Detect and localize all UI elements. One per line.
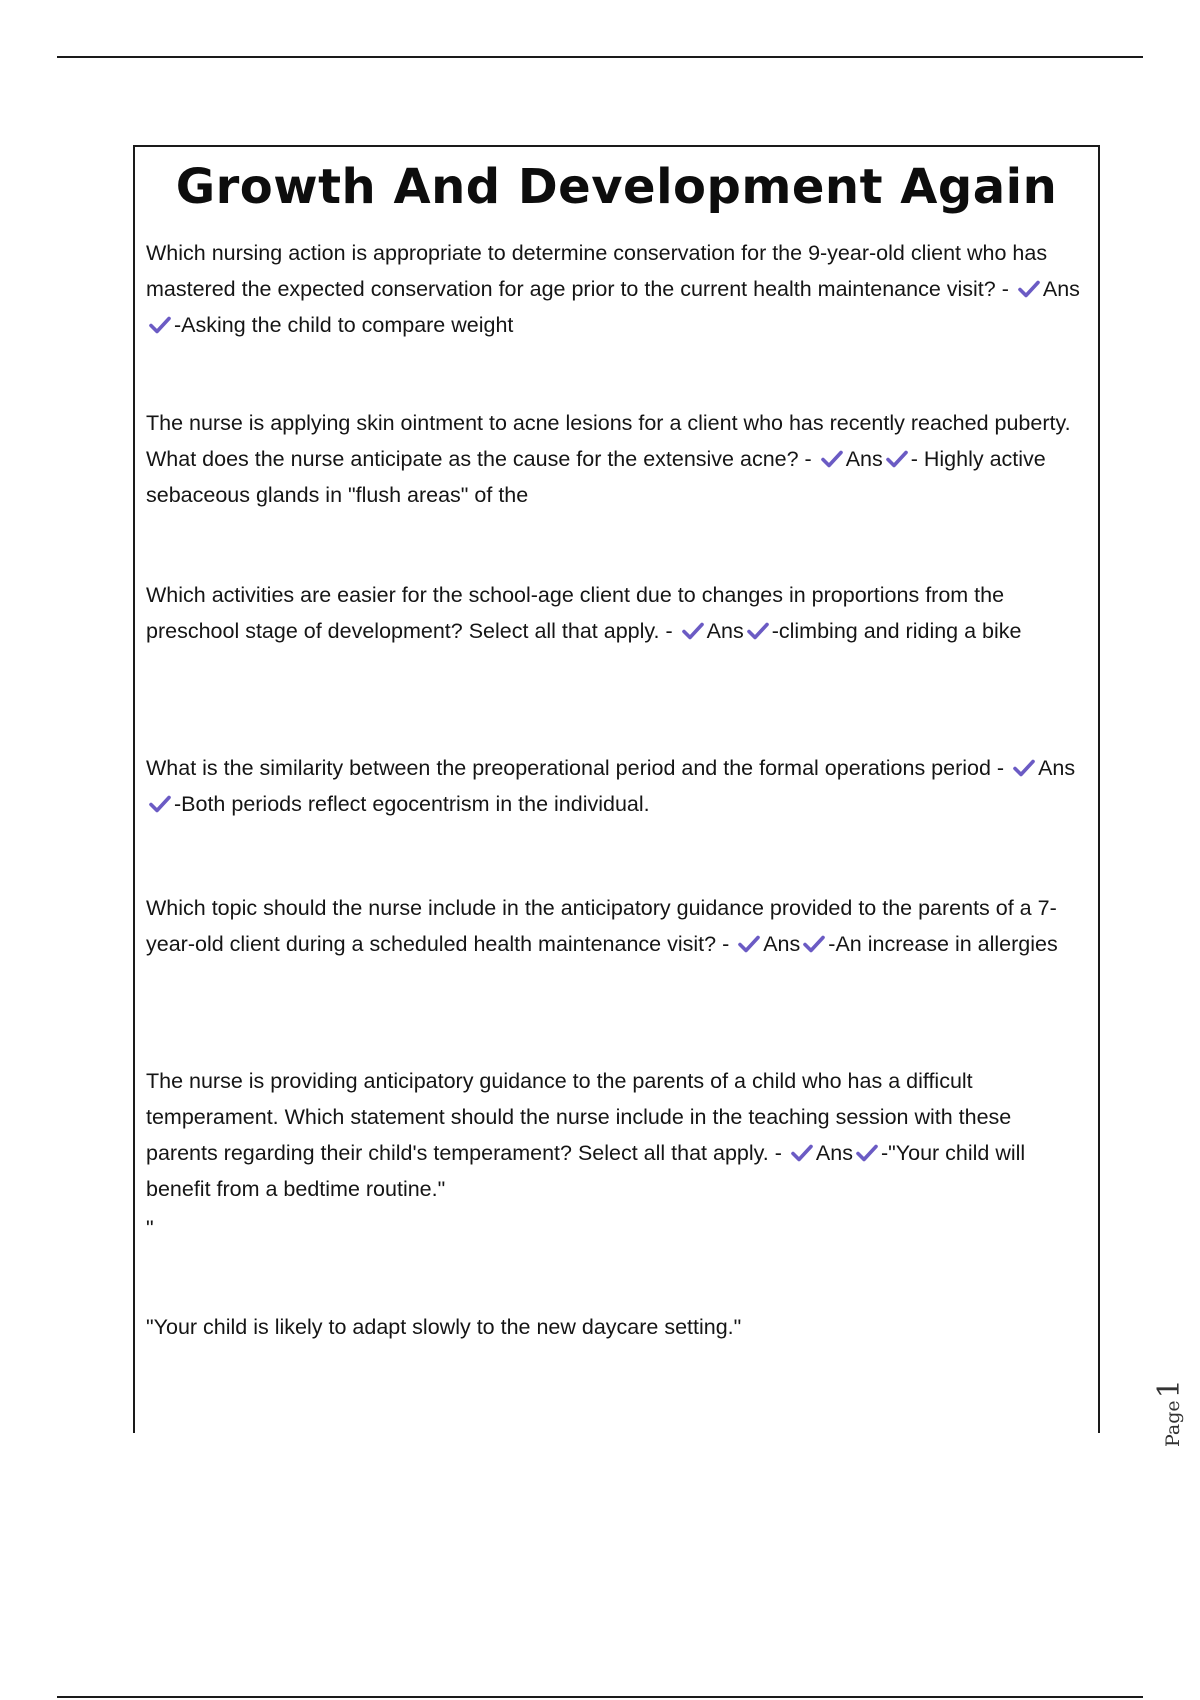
question-text: Which nursing action is appropriate to determine conservation for the 9-year-old client who has mastered the expected conservation for age prior to the current health maintenance visit? -: [146, 241, 1048, 301]
answer-text: -climbing and riding a bike: [771, 619, 1022, 643]
page-number-label: [1152, 1379, 1187, 1447]
document-title: Growth And Development Again: [175, 159, 1058, 215]
stray-quote-mark: ": [146, 1216, 154, 1240]
footer-rule: [57, 1696, 1143, 1698]
ans-label: Ans: [815, 1141, 853, 1165]
check-icon: [855, 1143, 879, 1163]
check-icon: [885, 449, 909, 469]
ans-label: Ans: [763, 932, 801, 956]
qa-item-4: [146, 750, 1086, 822]
header-rule: [57, 56, 1143, 58]
check-icon: [802, 934, 826, 954]
qa-item-2: [146, 405, 1086, 513]
qa-item-1: [146, 235, 1086, 343]
qa-item-5: [146, 890, 1086, 962]
question-text: What is the similarity between the preoperational period and the formal operations period -: [146, 756, 1005, 780]
qa-item-6: [146, 1063, 1086, 1207]
check-icon: [746, 621, 770, 641]
question-text: Which activities are easier for the school-age client due to changes in proportions from the preschool stage of development? Select all that apply. -: [146, 583, 1005, 643]
check-icon: [681, 621, 705, 641]
qa-item-3: [146, 577, 1086, 649]
check-icon: [737, 934, 761, 954]
check-icon: [820, 449, 844, 469]
question-text: The nurse is providing anticipatory guidance to the parents of a child who has a difficult temperament. Which statement should the nurse include in the teaching session with these parents regarding their child's temperament? Select all that apply. -: [146, 1069, 1012, 1165]
check-icon: [1012, 758, 1036, 778]
page-word: Page: [1162, 1400, 1184, 1447]
ans-label: Ans: [706, 619, 744, 643]
check-icon: [1017, 279, 1041, 299]
answer-text: - Highly active sebaceous glands in "flush areas" of the: [146, 447, 1046, 507]
ans-label: Ans: [1042, 277, 1080, 301]
page-number: 1: [1152, 1379, 1187, 1399]
document-frame: [133, 145, 1100, 1433]
trailing-answer-text: "Your child is likely to adapt slowly to the new daycare setting.": [146, 1315, 742, 1339]
check-icon: [148, 794, 172, 814]
ans-label: Ans: [1038, 756, 1076, 780]
answer-text: -"Your child will benefit from a bedtime routine.": [146, 1141, 1026, 1201]
answer-text: -An increase in allergies: [828, 932, 1058, 956]
check-icon: [790, 1143, 814, 1163]
question-text: Which topic should the nurse include in the anticipatory guidance provided to the parents of a 7-year-old client during a scheduled health maintenance visit? -: [146, 896, 1057, 956]
question-text: The nurse is applying skin ointment to acne lesions for a client who has recently reached puberty. What does the nurse anticipate as the cause for the extensive acne? -: [146, 411, 1071, 471]
ans-label: Ans: [845, 447, 883, 471]
answer-text: -Asking the child to compare weight: [174, 313, 514, 337]
check-icon: [148, 315, 172, 335]
answer-text: -Both periods reflect egocentrism in the individual.: [174, 792, 650, 816]
